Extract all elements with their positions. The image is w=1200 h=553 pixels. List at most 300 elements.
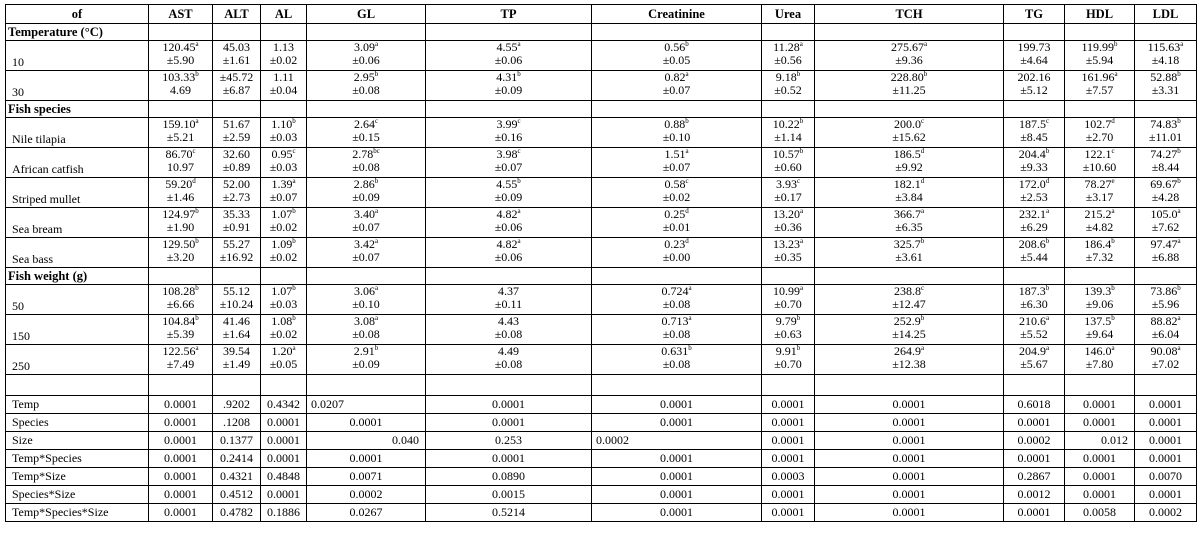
stat-cell: 0.0002 [307, 486, 426, 504]
stat-cell: 0.0001 [815, 486, 1004, 504]
stat-row-temp-size [6, 468, 1197, 486]
mean-number: 120.45 [162, 40, 196, 54]
se-value: ±12.38 [892, 357, 926, 371]
significance-letter: a [195, 40, 199, 48]
mean-number: 204.9 [1018, 344, 1046, 358]
value-cell [1065, 148, 1135, 178]
value-cell [1135, 118, 1197, 148]
se-value: ±14.25 [892, 327, 926, 341]
stat-label: Temp*Size [6, 468, 149, 486]
stat-cell: 0.0890 [426, 468, 592, 486]
mean-number: 69.67 [1150, 177, 1178, 191]
mean-number: 1.39 [271, 177, 293, 191]
stat-cell: 0.0001 [592, 504, 762, 522]
significance-letter: b [1114, 40, 1118, 48]
se-value: ±6.87 [222, 83, 251, 97]
table-row [6, 208, 1197, 238]
se-value: ±6.66 [166, 297, 195, 311]
mean-number: 0.23 [664, 237, 686, 251]
mean-number: 2.64 [353, 117, 375, 131]
se-value: 4.69 [170, 83, 191, 97]
mean-number: 35.33 [223, 207, 250, 221]
stat-cell: 0.0003 [762, 468, 815, 486]
empty-cell [592, 268, 762, 285]
value-cell [762, 41, 815, 71]
value-cell [1135, 148, 1197, 178]
stat-cell: 0.0001 [261, 414, 307, 432]
header-cell: of [6, 5, 149, 24]
mean-number: 102.7 [1084, 117, 1112, 131]
mean-number: 119.99 [1081, 40, 1115, 54]
significance-letter: c [517, 117, 521, 125]
value-cell [149, 285, 213, 315]
significance-letter: a [292, 344, 296, 352]
value-cell [213, 118, 261, 148]
stat-cell: 0.0001 [1065, 414, 1135, 432]
value-cell [307, 208, 426, 238]
value-cell [592, 178, 762, 208]
se-value: ±0.08 [352, 327, 380, 341]
se-value: ±1.49 [222, 357, 251, 371]
stat-cell: 0.0001 [815, 450, 1004, 468]
stat-cell: 0.0001 [1135, 396, 1197, 414]
se-value: ±16.92 [219, 250, 254, 264]
significance-letter: a [374, 314, 379, 322]
value-cell [307, 238, 426, 268]
se-value: ±0.07 [662, 160, 691, 174]
value-cell [426, 118, 592, 148]
se-value: ±0.08 [662, 357, 691, 371]
mean-number: 115.63 [1147, 40, 1181, 54]
significance-letter: b [688, 344, 692, 352]
value-cell [592, 118, 762, 148]
significance-letter: c [796, 177, 801, 185]
mean-number: 78.27 [1084, 177, 1112, 191]
table-row [6, 285, 1197, 315]
stat-row-species [6, 414, 1197, 432]
value-cell [149, 315, 213, 345]
stat-cell: 0.6018 [1004, 396, 1065, 414]
table-row [6, 71, 1197, 101]
value-cell [1065, 208, 1135, 238]
value-cell [815, 118, 1004, 148]
se-value: ±0.89 [222, 160, 251, 174]
header-cell: TG [1004, 5, 1065, 24]
stat-cell: 0.0001 [1135, 450, 1197, 468]
empty-cell [1065, 268, 1135, 285]
mean-number: 1.07 [271, 207, 293, 221]
mean-number: 9.18 [775, 70, 797, 84]
empty-cell [149, 101, 213, 118]
empty-cell [213, 101, 261, 118]
mean-number: 51.67 [223, 117, 250, 131]
significance-letter: b [920, 314, 925, 322]
se-value: ±0.03 [269, 160, 298, 174]
value-cell [815, 41, 1004, 71]
header-cell: AST [149, 5, 213, 24]
mean-number: 124.97 [162, 207, 196, 221]
mean-number: 10.57 [772, 147, 800, 161]
value-cell [1004, 178, 1065, 208]
mean-number: 3.93 [775, 177, 797, 191]
value-cell [149, 148, 213, 178]
se-value: ±0.01 [662, 220, 691, 234]
se-value: ±9.92 [895, 160, 923, 174]
significance-letter: b [1111, 284, 1115, 292]
mean-number: 325.7 [893, 237, 921, 251]
stat-cell: 0.0001 [261, 432, 307, 450]
se-value: ±5.44 [1020, 250, 1048, 264]
se-value: ±0.02 [269, 250, 298, 264]
significance-letter: b [195, 314, 199, 322]
mean-number: 200.0 [893, 117, 921, 131]
se-value: ±9.64 [1085, 327, 1114, 341]
significance-letter: d [1045, 177, 1050, 185]
value-cell [149, 178, 213, 208]
section-title: Fish weight (g) [6, 268, 149, 285]
value-cell [815, 178, 1004, 208]
se-value: ±0.06 [494, 250, 523, 264]
mean-number: 59.20 [165, 177, 193, 191]
mean-number: 3.09 [353, 40, 375, 54]
stat-cell: 0.2867 [1004, 468, 1065, 486]
se-value: ±1.90 [166, 220, 195, 234]
mean-number: 9.91 [775, 344, 797, 358]
table-body [6, 24, 1197, 522]
se-value: ±0.02 [269, 220, 298, 234]
se-value: ±0.08 [662, 297, 691, 311]
mean-number: 199.73 [1017, 40, 1051, 54]
empty-cell [592, 24, 762, 41]
value-cell [1065, 118, 1135, 148]
value-cell [307, 118, 426, 148]
mean-number: 90.08 [1150, 344, 1178, 358]
mean-number: 3.08 [353, 314, 375, 328]
value-cell [592, 315, 762, 345]
stat-cell: 0.0001 [592, 450, 762, 468]
value-cell [213, 148, 261, 178]
stat-cell: 0.0015 [426, 486, 592, 504]
mean-number: 275.67 [890, 40, 924, 54]
stat-cell: 0.0001 [815, 396, 1004, 414]
mean-number: 41.46 [223, 314, 250, 328]
se-value: ±3.17 [1085, 190, 1114, 204]
significance-letter: a [374, 284, 379, 292]
mean-number: 202.16 [1017, 70, 1051, 84]
value-cell [815, 315, 1004, 345]
significance-letter: d [920, 177, 925, 185]
mean-number: 1.08 [271, 314, 293, 328]
mean-number: 2.86 [353, 177, 375, 191]
mean-number: 3.98 [496, 147, 518, 161]
significance-letter: bc [373, 147, 380, 155]
significance-letter: b [517, 70, 521, 78]
se-value: ±0.16 [494, 130, 523, 144]
value-cell [1065, 345, 1135, 375]
row-label: 250 [6, 345, 149, 375]
stat-cell: 0.0001 [307, 414, 426, 432]
empty-cell [1135, 24, 1197, 41]
table-row [6, 118, 1197, 148]
se-value: ±0.06 [494, 220, 523, 234]
significance-letter: b [292, 117, 296, 125]
mean-number: 4.37 [498, 284, 519, 298]
se-value: ±0.02 [662, 190, 691, 204]
empty-cell [1065, 24, 1135, 41]
stat-cell: .9202 [213, 396, 261, 414]
significance-letter: b [685, 40, 689, 48]
stat-cell: 0.0012 [1004, 486, 1065, 504]
significance-letter: a [1045, 314, 1050, 322]
value-cell [426, 345, 592, 375]
row-label: 50 [6, 285, 149, 315]
significance-letter: a [685, 70, 689, 78]
value-cell [149, 345, 213, 375]
value-cell [261, 208, 307, 238]
significance-letter: a [920, 344, 925, 352]
value-cell [261, 178, 307, 208]
value-cell [1004, 148, 1065, 178]
empty-cell [261, 268, 307, 285]
value-cell [426, 208, 592, 238]
value-cell [213, 208, 261, 238]
value-cell [1135, 285, 1197, 315]
value-cell [1004, 315, 1065, 345]
stat-label: Species [6, 414, 149, 432]
significance-letter: b [796, 70, 801, 78]
significance-letter: b [796, 344, 801, 352]
significance-letter: c [1045, 117, 1050, 125]
significance-letter: a [923, 40, 928, 48]
significance-letter: b [799, 117, 804, 125]
mean-number: 4.55 [496, 177, 518, 191]
se-value: ±10.24 [219, 297, 254, 311]
value-cell [1004, 71, 1065, 101]
empty-cell [592, 101, 762, 118]
significance-letter: e [1111, 177, 1115, 185]
mean-number: 0.25 [664, 207, 686, 221]
value-cell [592, 345, 762, 375]
se-value: ±0.03 [269, 297, 298, 311]
value-cell [1135, 41, 1197, 71]
stat-cell: 0.0001 [1004, 450, 1065, 468]
mean-number: 104.84 [162, 314, 196, 328]
value-cell [261, 41, 307, 71]
stat-row-size [6, 432, 1197, 450]
se-value: ±0.70 [774, 357, 802, 371]
stat-cell: 0.0001 [1135, 486, 1197, 504]
value-cell [149, 208, 213, 238]
stat-row-temp [6, 396, 1197, 414]
significance-letter: a [799, 207, 804, 215]
row-label: Sea bass [6, 238, 149, 268]
value-cell [261, 71, 307, 101]
stat-row-temp-species-size [6, 504, 1197, 522]
significance-letter: c [685, 177, 689, 185]
value-cell [1065, 285, 1135, 315]
empty-cell [1004, 268, 1065, 285]
stat-cell: 0.253 [426, 432, 592, 450]
se-value: ±5.21 [166, 130, 195, 144]
stat-row-temp-species [6, 450, 1197, 468]
mean-number: 105.0 [1150, 207, 1178, 221]
mean-number: 4.43 [498, 314, 519, 328]
value-cell [762, 345, 815, 375]
significance-letter: d [685, 237, 689, 245]
row-label: Sea bream [6, 208, 149, 238]
se-value: ±0.08 [352, 83, 380, 97]
mean-number: 52.00 [223, 177, 250, 191]
value-cell [762, 208, 815, 238]
value-cell [1135, 238, 1197, 268]
significance-letter: b [195, 70, 199, 78]
value-cell [261, 315, 307, 345]
value-cell [1135, 178, 1197, 208]
value-cell [307, 315, 426, 345]
se-value: ±5.52 [1020, 327, 1048, 341]
significance-letter: b [195, 284, 199, 292]
se-value: ±0.06 [352, 53, 380, 67]
value-cell [1004, 208, 1065, 238]
stat-cell: 0.0001 [261, 486, 307, 504]
value-cell [1065, 41, 1135, 71]
significance-letter: c [1111, 147, 1115, 155]
mean-number: 208.6 [1018, 237, 1046, 251]
significance-letter: d [920, 147, 925, 155]
row-label: Striped mullet [6, 178, 149, 208]
value-cell [1065, 315, 1135, 345]
se-value: ±4.82 [1085, 220, 1114, 234]
significance-letter: d [192, 177, 196, 185]
mean-number: 88.82 [1150, 314, 1178, 328]
se-value: ±6.35 [895, 220, 923, 234]
stat-cell: 0.0001 [426, 396, 592, 414]
mean-number: 137.5 [1084, 314, 1112, 328]
empty-cell [307, 268, 426, 285]
value-cell [592, 285, 762, 315]
value-cell [426, 71, 592, 101]
se-value: ±9.33 [1020, 160, 1048, 174]
stat-cell: 0.0001 [815, 432, 1004, 450]
stat-cell: 0.0001 [149, 486, 213, 504]
value-cell [815, 238, 1004, 268]
se-value: ±9.36 [895, 53, 923, 67]
se-value: ±5.90 [166, 53, 195, 67]
value-cell [261, 118, 307, 148]
se-value: ±0.56 [774, 53, 802, 67]
se-value: ±15.62 [892, 130, 926, 144]
mean-number: 55.27 [223, 237, 250, 251]
empty-cell [762, 101, 815, 118]
se-value: ±0.08 [494, 357, 523, 371]
mean-number: 2.95 [353, 70, 375, 84]
table-row [6, 345, 1197, 375]
row-label: 150 [6, 315, 149, 345]
stat-cell: 0.1886 [261, 504, 307, 522]
header-cell: ALT [213, 5, 261, 24]
stat-cell: 0.0001 [426, 450, 592, 468]
stat-cell: 0.0001 [1065, 450, 1135, 468]
significance-letter: a [688, 284, 692, 292]
mean-number: 238.8 [893, 284, 921, 298]
se-value: ±3.31 [1151, 83, 1180, 97]
mean-number: 1.51 [664, 147, 686, 161]
se-value: ±1.64 [222, 327, 251, 341]
stat-cell: 0.0001 [592, 396, 762, 414]
se-value: ±7.49 [166, 357, 195, 371]
significance-letter: a [517, 207, 521, 215]
value-cell [592, 148, 762, 178]
mean-number: 3.42 [353, 237, 375, 251]
stat-cell: 0.0001 [149, 450, 213, 468]
row-label: Nile tilapia [6, 118, 149, 148]
table-row [6, 41, 1197, 71]
significance-letter: b [1177, 284, 1181, 292]
mean-number: 1.13 [273, 40, 294, 54]
row-label: African catfish [6, 148, 149, 178]
significance-letter: b [374, 70, 379, 78]
stat-cell: 0.0001 [815, 468, 1004, 486]
significance-letter: a [920, 207, 925, 215]
se-value: ±0.08 [352, 160, 380, 174]
se-value: ±5.67 [1020, 357, 1048, 371]
mean-number: 186.5 [893, 147, 921, 161]
se-value: ±8.44 [1151, 160, 1180, 174]
significance-letter: d [685, 207, 689, 215]
mean-number: 10.99 [772, 284, 800, 298]
significance-letter: b [292, 237, 296, 245]
significance-letter: a [195, 344, 199, 352]
stat-cell: 0.2414 [213, 450, 261, 468]
header-cell: TCH [815, 5, 1004, 24]
mean-number: 172.0 [1018, 177, 1046, 191]
stat-label: Species*Size [6, 486, 149, 504]
stat-cell: 0.0001 [762, 396, 815, 414]
stat-cell: 0.0001 [261, 450, 307, 468]
se-value: ±0.02 [269, 53, 298, 67]
mean-number: 2.78 [352, 147, 374, 161]
se-value: ±0.08 [494, 327, 523, 341]
row-label: 10 [6, 41, 149, 71]
empty-cell [426, 24, 592, 41]
se-value: ±1.46 [166, 190, 195, 204]
significance-letter: a [292, 177, 296, 185]
mean-number: 1.10 [271, 117, 293, 131]
value-cell [307, 148, 426, 178]
se-value: ±0.06 [494, 53, 523, 67]
significance-letter: b [517, 177, 521, 185]
empty-cell [1004, 101, 1065, 118]
stat-cell: 0.0001 [149, 432, 213, 450]
significance-letter: a [195, 117, 199, 125]
value-cell [213, 41, 261, 71]
value-cell [426, 285, 592, 315]
mean-number: 32.60 [223, 147, 250, 161]
stat-cell: 0.0001 [1065, 468, 1135, 486]
mean-number: 146.0 [1084, 344, 1112, 358]
header-cell: LDL [1135, 5, 1197, 24]
stat-label: Temp [6, 396, 149, 414]
value-cell [213, 315, 261, 345]
value-cell [261, 285, 307, 315]
se-value: ±9.06 [1085, 297, 1114, 311]
se-value: ±7.02 [1151, 357, 1180, 371]
significance-letter: c [920, 284, 925, 292]
row-label: 30 [6, 71, 149, 101]
mean-number: 228.80 [890, 70, 924, 84]
mean-number: 0.88 [664, 117, 686, 131]
se-value: ±7.80 [1085, 357, 1114, 371]
